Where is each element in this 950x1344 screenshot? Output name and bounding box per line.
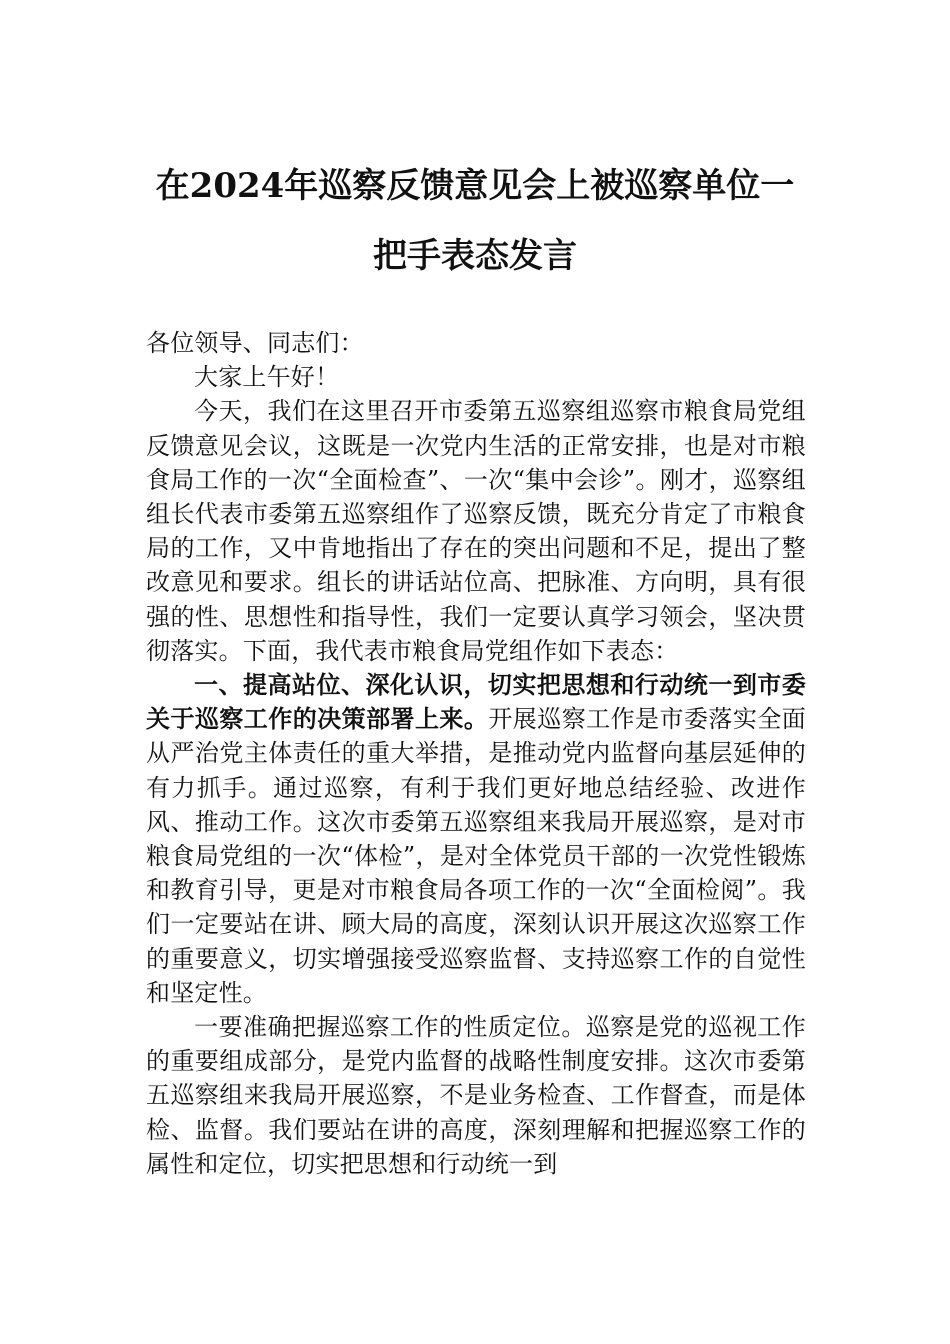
document-body	[146, 326, 806, 1181]
section-1-paragraph	[146, 668, 806, 1010]
section-1-text: 开展巡察工作是市委落实全面从严治党主体责任的重大举措，是推动党内监督向基层延伸的有力抓手。通过巡察，有利于我们更好地总结经验、改进作风、推动工作。这次市委第五巡察组来我局开展巡察，是对市粮食局党组的一次“体检”，是对全体党员干部的一次党性锻炼和教育引导，更是对市粮食局各项工作的一次“全面检阅”。我们一定要站在讲、顾大局的高度，深刻认识开展这次巡察工作的重要意义，切实增强接受巡察监督、支持巡察工作的自觉性和坚定性。	[146, 705, 806, 1007]
opening-paragraph: 今天，我们在这里召开市委第五巡察组巡察市粮食局党组反馈意见会议，这既是一次党内生活的正常安排，也是对市粮食局工作的一次“全面检查”、一次“集中会诊”。刚才，巡察组组长代表市委第五巡察组作了巡察反馈，既充分肯定了市粮食局的工作，又中肯地指出了存在的突出问题和不足，提出了整改意见和要求。组长的讲话站位高、把脉准、方向明，具有很强的性、思想性和指导性，我们一定要认真学习领会，坚决贯彻落实。下面，我代表市粮食局党组作如下表态：	[146, 397, 806, 665]
salutation: 各位领导、同志们：	[146, 329, 364, 357]
point-1-paragraph: 一要准确把握巡察工作的性质定位。巡察是党的巡视工作的重要组成部分，是党内监督的战略性制度安排。这次市委第五巡察组来我局开展巡察，不是业务检查、工作督查，而是体检、监督。我们要站在讲的高度，深刻理解和把握巡察工作的属性和定位，切实把思想和行动统一到	[146, 1013, 806, 1178]
document-title-line-1: 在2024年巡察反馈意见会上被巡察单位一	[155, 166, 795, 206]
document-title-line-2: 把手表态发言	[373, 236, 577, 276]
greeting: 大家上午好！	[194, 363, 340, 392]
section-1-heading: 一、提高站位、深化认识，切实把思想和行动统一到市委关于巡察工作的决策部署上来。	[146, 671, 806, 734]
